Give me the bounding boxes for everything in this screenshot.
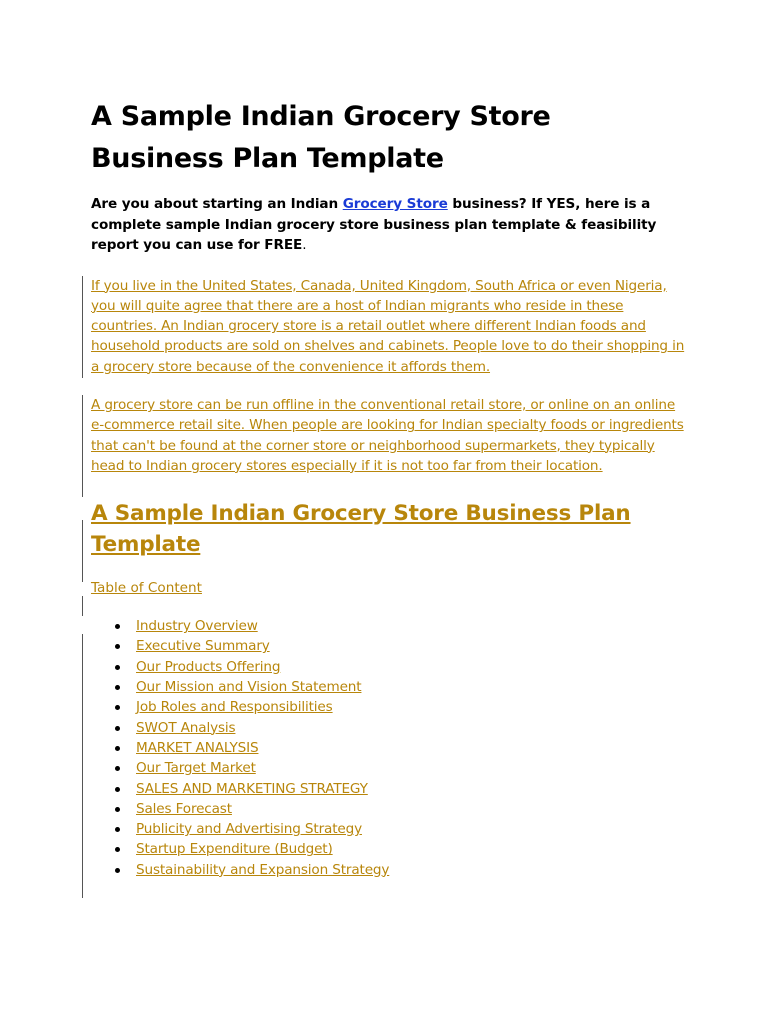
toc-link-sales-marketing[interactable]: SALES AND MARKETING STRATEGY: [136, 780, 368, 797]
list-item: [91, 738, 691, 758]
page-title-line-1: A Sample Indian Grocery Store: [91, 101, 551, 132]
grocery-store-link[interactable]: Grocery Store: [342, 196, 448, 212]
intro-text-before-link: Are you about starting an Indian: [91, 196, 343, 212]
quote-bar: [82, 520, 83, 582]
intro-text-after-link: business? If YES, here is a complete sample Indian grocery store business plan template & feasibility report you can use for FREE: [91, 196, 657, 253]
list-item: [91, 839, 691, 859]
toc-list: [91, 616, 691, 880]
toc-link-target-market[interactable]: Our Target Market: [136, 760, 256, 777]
toc-list-block: [91, 616, 691, 880]
toc-link-market-analysis[interactable]: MARKET ANALYSIS: [136, 739, 259, 756]
bullet-icon: [115, 868, 120, 873]
list-item: [91, 860, 691, 880]
toc-link-mission-vision[interactable]: Our Mission and Vision Statement: [136, 679, 362, 696]
bullet-icon: [115, 665, 120, 670]
toc-link-products-offering[interactable]: Our Products Offering: [136, 658, 281, 675]
bullet-icon: [115, 726, 120, 731]
list-item: [91, 657, 691, 677]
bullet-icon: [115, 827, 120, 832]
bullet-icon: [115, 807, 120, 812]
bullet-icon: [115, 705, 120, 710]
toc-link-sales-forecast[interactable]: Sales Forecast: [136, 800, 232, 817]
intro-paragraph: [91, 194, 691, 256]
quote-bar: [82, 596, 83, 616]
toc-link-swot-analysis[interactable]: SWOT Analysis: [136, 719, 236, 736]
list-item: [91, 799, 691, 819]
toc-link-publicity-advertising[interactable]: Publicity and Advertising Strategy: [136, 821, 362, 838]
bullet-icon: [115, 787, 120, 792]
list-item: [91, 616, 691, 636]
list-item: [91, 718, 691, 738]
page-title-line-2: Business Plan Template: [91, 143, 444, 174]
list-item: [91, 819, 691, 839]
list-item: [91, 697, 691, 717]
list-item: [91, 758, 691, 778]
bullet-icon: [115, 644, 120, 649]
bullet-icon: [115, 746, 120, 751]
paragraph-online-store-link[interactable]: A grocery store can be run offline in the conventional retail store, or online on an online e-commerce retail site. When people are looking for Indian specialty foods or ingredients that can't be found at the corner store or neighborhood supermarkets, they typically head to Indian grocery stores especially if it is not too far from their location.: [91, 396, 684, 474]
toc-link-industry-overview[interactable]: Industry Overview: [136, 618, 258, 635]
quote-bar: [82, 276, 83, 378]
toc-label-block: [91, 578, 691, 598]
bullet-icon: [115, 624, 120, 629]
section-heading-link[interactable]: A Sample Indian Grocery Store Business Plan Template: [91, 501, 631, 558]
document-page: [91, 96, 691, 880]
toc-link-sustainability-expansion[interactable]: Sustainability and Expansion Strategy: [136, 861, 390, 878]
toc-link-startup-expenditure[interactable]: Startup Expenditure (Budget): [136, 841, 333, 858]
intro-period: .: [302, 237, 307, 253]
quote-bar: [82, 634, 83, 898]
section-heading-block: [91, 498, 691, 560]
paragraph-block-2: [91, 395, 691, 476]
paragraph-migrants-link[interactable]: If you live in the United States, Canada, United Kingdom, South Africa or even Nigeria, you will quite agree that there are a host of Indian migrants who reside in these countries. An Indian grocery store is a retail outlet where different Indian foods and household products are sold on shelves and cabinets. People love to do their shopping in a grocery store because of the convenience it affords them.: [91, 277, 685, 375]
page-title: [91, 96, 691, 180]
list-item: [91, 677, 691, 697]
paragraph-block-1: [91, 276, 691, 377]
bullet-icon: [115, 847, 120, 852]
bullet-icon: [115, 766, 120, 771]
list-item: [91, 779, 691, 799]
toc-link-job-roles[interactable]: Job Roles and Responsibilities: [136, 699, 333, 716]
quote-bar: [82, 395, 83, 497]
toc-link-executive-summary[interactable]: Executive Summary: [136, 638, 270, 655]
table-of-content-link[interactable]: Table of Content: [91, 580, 202, 597]
list-item: [91, 636, 691, 656]
bullet-icon: [115, 685, 120, 690]
